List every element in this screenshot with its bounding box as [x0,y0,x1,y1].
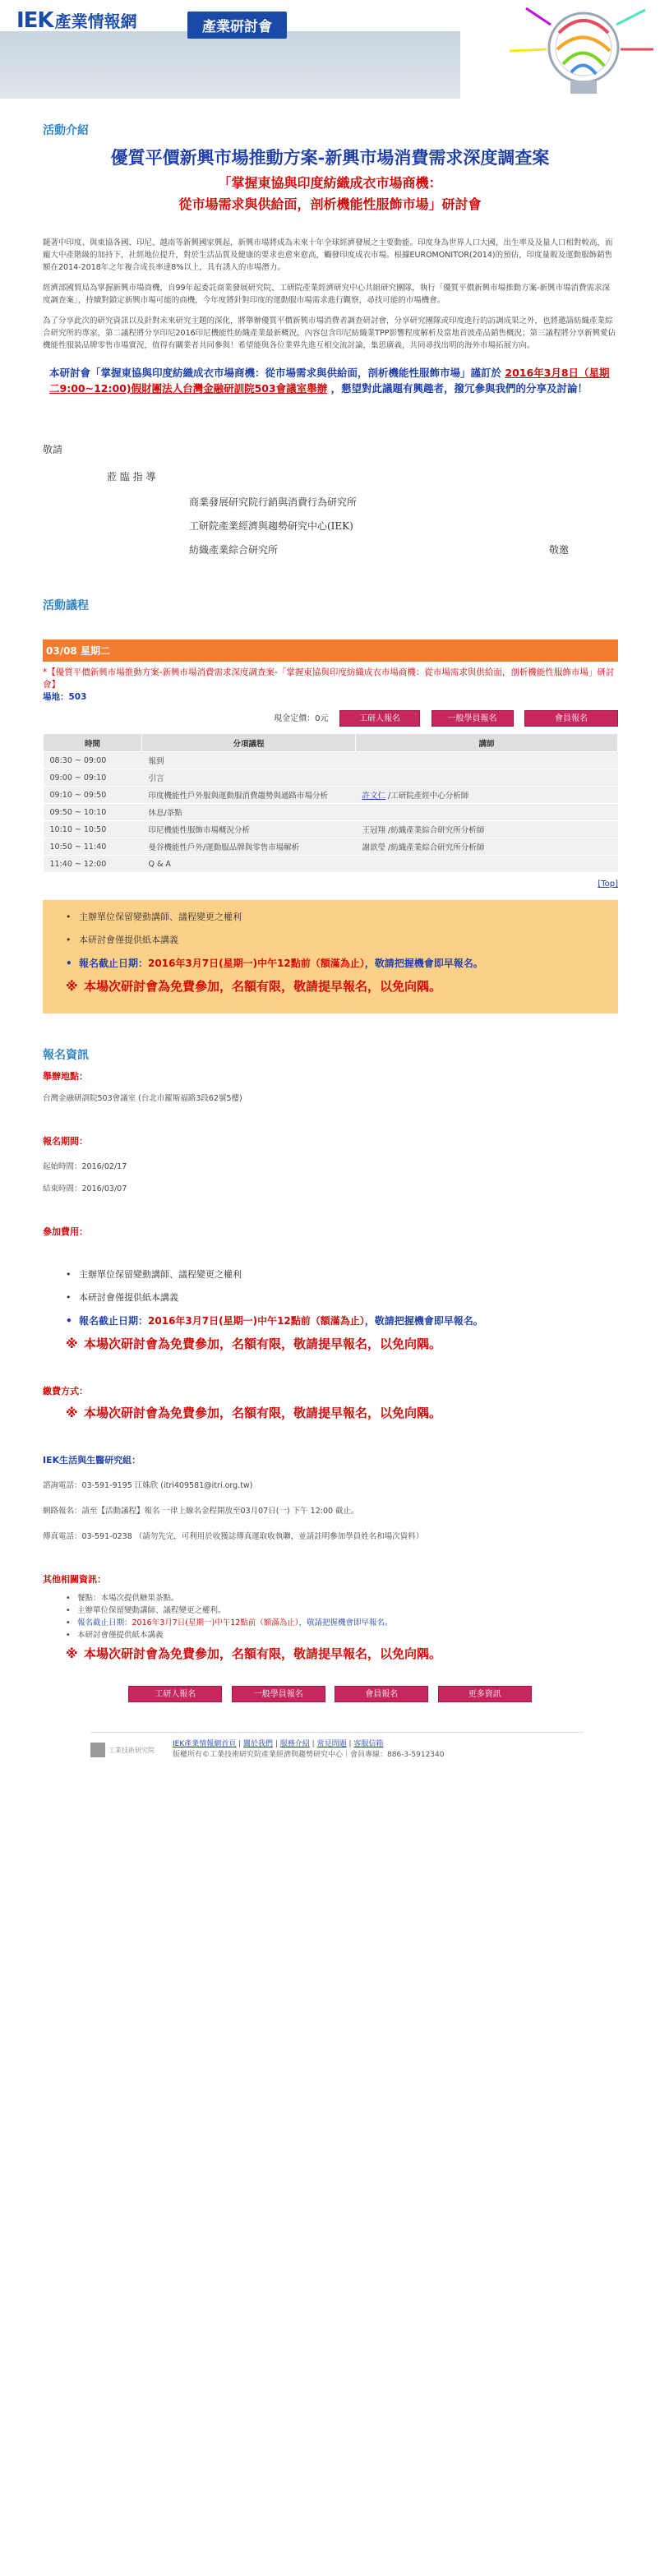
col-session: 分項議程 [142,734,356,752]
footer-link-faq[interactable]: 常見問題 [316,1740,347,1748]
fee-item-1: • 主辦單位保留變動講師、議程變更之權利 [66,1267,617,1282]
bottom-itri-register-button[interactable]: 工研人報名 [128,1686,222,1702]
sub-title-line-1: 「掌握東協與印度紡織成衣市場商機： [218,175,442,191]
registration-section-title: 報名資訊 [43,1049,89,1062]
other-free: ※ 本場次研討會為免費參加，名額有限，敬請提早報名，以免向隅。 [66,1646,442,1661]
other-item-2: • 主辦單位保留變動講師、議程變更之權利。 [66,1606,226,1615]
row-time: 10:10 ~ 10:50 [44,821,142,838]
table-row [44,769,618,787]
invite-guidance: 蒞 臨 指 導 [107,471,156,482]
more-info-button[interactable]: 更多資訊 [438,1686,532,1702]
bullet-icon: • [66,1618,71,1627]
lightbulb-illustration [460,0,660,99]
table-row [44,787,618,804]
location-label: 舉辦地點： [43,1071,88,1082]
world-map-background [0,31,460,99]
agenda-section-title: 活動議程 [43,599,89,612]
table-row [44,856,618,873]
top-link[interactable]: [Top] [598,879,618,889]
invite-closing: 敬邀 [549,544,570,556]
bottom-buttons [43,1686,617,1702]
row-session: 引言 [142,769,356,787]
footer-link-about[interactable]: 關於我們 [243,1740,274,1748]
row-speaker [356,787,618,804]
invite-org-1: 商業發展研究院行銷與消費行為研究所 [189,496,358,508]
intro-paragraph-3: 為了分享此次的研究資訊以及針對未來研究主題的深化，將舉辦優質平價新興市場消費者調查研討會，分享研究團隊或印度進行的訪調成果之外，也將邀請紡織產業綜合研究所的專家，第二議程將分享印尼2016印尼機能性紡織產業最新概況，內容包含印尼紡織業TPP影響程度解析及當地首波產品銷售概況；第三議程將分享新興愛佔機能性服裝品牌零售市場實況，值得有關業者共同參與！希望能與各位業界先進互相交流討論，集思廣義，共同尋找出明的海外市場拓展方向。 [43,316,616,350]
logo-main: IEK [16,8,53,33]
bullet-icon: • [66,1631,71,1640]
schedule-table [43,733,618,873]
top-link-row [43,879,618,889]
notice-deadline: • 報名截止日期：2016年3月7日(星期一)中午12點前（額滿為止），敬請把握機會即早報名。 [66,958,483,969]
row-session: 曼谷機能性戶外/運動服品牌與零售市場解析 [142,838,356,856]
row-speaker [356,804,618,821]
bottom-general-register-button[interactable]: 一般學員報名 [232,1686,325,1702]
other-deadline: • 報名截止日期：2016年3月7日(星期一)中午12點前（額滿為止），敬請把握機會即早報名。 [66,1618,393,1627]
general-register-button[interactable]: 一般學員報名 [432,710,514,727]
contact-phone: 諮詢電話：03-591-9195 江姝欣 (itri409581@itri.org.tw) [43,1481,253,1490]
footer-link-services[interactable]: 服務介紹 [279,1740,310,1748]
invite-org-2: 工研院產業經濟與趨勢研究中心(IEK) [189,520,353,532]
footer-copyright: 版權所有©工業技術研究院產業經濟與趨勢研究中心｜會員專線：886-3-5912340 [173,1751,445,1759]
payment-list [43,1406,617,1420]
notice-free: ※ 本場次研討會為免費參加，名額有限，敬請提早報名，以免向隅。 [66,979,442,994]
bullet-icon: • [66,1292,72,1303]
bullet-icon: • [66,1315,72,1327]
agenda-date-bar: 03/08 星期二 [43,639,618,662]
period-label: 報名期間： [43,1136,88,1147]
payment-value: ※ 本場次研討會為免費參加，名額有限，敬請提早報名，以免向隅。 [66,1406,442,1420]
announcement-text-2: ，懇望對此議題有興趣者，撥冗參與我們的分享及討論！ [330,382,588,395]
footer-link-home[interactable]: IEK產業情報網首頁 [173,1740,237,1748]
announcement-text-1: 本研討會「掌握東協與印度紡織成衣市場商機：從市場需求與供給面，剖析機能性服飾市場」謹訂於 [49,367,502,379]
bottom-member-register-button[interactable]: 會員報名 [335,1686,428,1702]
itri-logo [90,1739,164,1761]
notice-item-1: • 主辦單位保留變動講師、議程變更之權利 [66,910,595,925]
table-row [44,804,618,821]
fee-label: 參加費用： [43,1226,88,1237]
row-speaker [356,856,618,873]
bullet-icon: • [66,1594,71,1603]
notice-box [43,900,618,1013]
contact-label: IEK生活與生醫研究組： [43,1455,141,1466]
intro-paragraph-2: 經濟部國貿局為掌握新興市場商機，自99年起委託商業發展研究院、工研院產業經濟研究中心共組研究團隊，執行「優質平價新興市場推動方案-新興市場消費需求深度調查案」，持續對鎖定新興市場可能的商機，今年度將針對印度的運動服市場需求進行觀察，尋找可能的市場機會。 [43,284,611,305]
contact-web: 網路報名：請至【活動議程】報名 一律上線名金程開放至03月07日(一) 下午 12:00 截止。 [43,1507,359,1516]
iek-logo[interactable] [16,8,137,33]
row-speaker [356,752,618,769]
member-register-button[interactable]: 會員報名 [524,710,618,727]
announcement-date: 2016年3月8日（星期二9:00~12:00)假財團法人台灣金融研訓院503會議室舉辦 [49,367,610,395]
other-list [43,1592,617,1663]
row-session: 印度機能性戶外服與運動服消費趨勢與通路市場分析 [142,787,356,804]
footer-links: IEK產業情報網首頁 | 關於我們 | 服務介紹 | 常見問題 | 客服信箱 版權所有©工業技術研究院產業經濟與趨勢研究中心｜會員專線：886-3-5912340 [164,1739,584,1761]
row-speaker: 謝歆瑩 /紡織產業綜合研究所分析師 [356,838,618,856]
row-time: 08:30 ~ 09:00 [44,752,142,769]
col-speaker: 講師 [356,734,618,752]
intro-section-title: 活動介紹 [43,124,89,137]
bullet-icon: • [66,1606,71,1615]
payment-label: 繳費方式： [43,1386,88,1396]
price-label: 現金定價：0元 [274,714,329,723]
sub-title-line-2: 從市場需求與供給面，剖析機能性服飾市場」研討會 [178,196,482,212]
row-speaker [356,769,618,787]
location-value: 台灣金融研訓院503會議室 (台北市羅斯福路3段62號5樓) [43,1094,242,1103]
session-title [43,667,618,704]
fee-deadline: • 報名截止日期：2016年3月7日(星期一)中午12點前（額滿為止），敬請把握機會即早報名。 [66,1315,483,1327]
intro-paragraph-1: 隨著中印度、與東協各國、印尼、越南等新興國家興起，新興市場將成為未來十年全球經濟發展之主要動能。印度身為世界人口大國，出生率及及量人口相對較高，而龐大中產階級的加持下，社經地位提升，對於生活品質及健康的要求也愈來愈高，觸發印度成衣市場。根據EUROMONITOR(2014)的預估，印度量販及運動服飾銷售額在2014-2018年之年複合成長率達8%以上，具有誘人的市場潛力。 [43,238,613,272]
period-end: 結束時間：2016/03/07 [43,1184,127,1193]
star-icon: ※ [66,1406,78,1420]
session-venue: 場地：503 [43,692,87,702]
period-start: 起始時間：2016/02/17 [43,1162,127,1171]
session-title-text: *【優質平價新興市場推動方案-新興市場消費需求深度調查案-「掌握東協與印度紡織成衣市場商機：從市場需求與供給面，剖析機能性服飾市場」研討會】 [43,667,615,690]
logo-sub: 產業情報網 [54,12,137,31]
other-label: 其他相關資訊： [43,1574,106,1585]
row-time: 10:50 ~ 11:40 [44,838,142,856]
registration-buttons [43,710,618,727]
footer-link-contact[interactable]: 客服信箱 [353,1740,384,1748]
row-session: 休息/茶點 [142,804,356,821]
star-icon: ※ [66,1336,78,1351]
notice-item-2: • 本研討會僅提供紙本講義 [66,933,595,948]
row-session: Q & A [142,856,356,873]
row-time: 09:50 ~ 10:10 [44,804,142,821]
other-item-4: • 本研討會僅提供紙本講義 [66,1631,164,1640]
speaker-title: /工研院產經中心分析師 [385,792,469,801]
row-time: 11:40 ~ 12:00 [44,856,142,873]
table-row [44,752,618,769]
invite-greeting: 敬請 [43,444,63,455]
other-item-1: • 餐點：本場次提供糖果茶點。 [66,1594,179,1603]
page-footer [90,1732,584,1761]
itri-logo-icon [90,1743,105,1757]
row-session: 印尼機能性服飾市場概況分析 [142,821,356,838]
contact-fax: 傳真電話：03-591-0238 （請勿先完，可利用於收獲誌傳真運取收執聯，並請註明參加學員姓名和場次資料） [43,1532,424,1541]
bullet-icon: • [66,1269,72,1280]
fee-free: ※ 本場次研討會為免費參加，名額有限，敬請提早報名，以免向隅。 [66,1336,442,1351]
invite-org-3: 紡織產業綜合研究所 [189,544,279,556]
table-row [44,838,618,856]
fee-list [43,1267,617,1351]
star-icon: ※ [66,979,78,994]
speaker-link[interactable]: 許文仁 [362,792,386,801]
table-row [44,821,618,838]
col-time: 時間 [44,734,142,752]
bullet-icon: • [66,912,72,922]
row-session: 報到 [142,752,356,769]
itri-register-button[interactable]: 工研人報名 [339,710,420,727]
announcement [43,365,617,396]
bullet-icon: • [66,958,72,969]
page-header [0,0,660,99]
header-badge: 產業研討會 [187,12,287,39]
fee-item-2: • 本研討會僅提供紙本講義 [66,1290,617,1305]
row-time: 09:00 ~ 09:10 [44,769,142,787]
main-title: 優質平價新興市場推動方案-新興市場消費需求深度調查案 [110,147,550,168]
itri-logo-text: 工業技術研究院 [108,1746,155,1754]
star-icon: ※ [66,1646,78,1661]
row-speaker: 王冠翔 /紡織產業綜合研究所分析師 [356,821,618,838]
row-time: 09:10 ~ 09:50 [44,787,142,804]
bullet-icon: • [66,935,72,945]
